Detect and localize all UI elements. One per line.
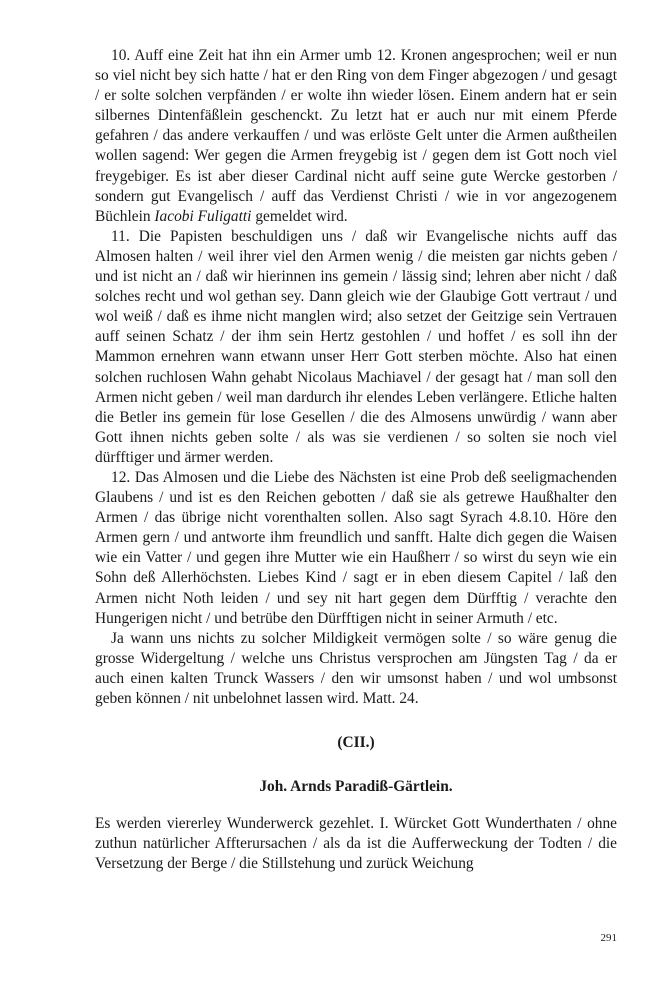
page-number: 291 xyxy=(600,932,617,944)
paragraph xyxy=(95,46,617,227)
chapter-title: Joh. Arnds Paradiß-Gärtlein. xyxy=(259,778,453,796)
page-body xyxy=(95,46,617,875)
text-run: gemeldet wird. xyxy=(251,207,348,225)
text-run: 12. Das Almosen und die Liebe des Nächsten ist eine Prob deß seeligmachenden Glaubens / und ist es den Reichen gebotten / daß sie als getrewe Haußhalter den Armen / das übrige nicht vorenthalten sollen. Also sagt Syrach 4.8.10. Höre den Armen gern / und antworte ihm freundlich und sanfft. Halte dich gegen die Waisen wie ein Vatter / und gegen ihre Mutter wie ein Haußherr / so wirst du seyn wie ein Sohn deß Allerhöchsten. Liebes Kind / sagt er in eben diesem Capitel / laß den Armen nicht Noth leiden / und sey nit hart gegen dem Dürfftig / verachte den Hungerigen nicht / und betrübe den Dürfftigen nicht in seiner Armuth / etc. xyxy=(95,468,617,627)
italic-text: Iacobi Fuligatti xyxy=(154,207,252,225)
paragraph xyxy=(95,629,617,709)
paragraph xyxy=(95,227,617,468)
text-run: 10. Auff eine Zeit hat ihn ein Armer umb 12. Kronen angesprochen; weil er nun so viel nicht bey sich hatte / hat er den Ring von dem Finger abgezogen / und gesagt / er solte solchen verpfänden / er wolte ihn wieder lösen. Einem andern hat er sein silbernes Dintenfäßlein geschenckt. Zu letzt hat er auch nur mit einem Pferde gefahren / das andere verkauffen / und was erlöste Gelt unter die Armen außtheilen wollen sagend: Wer gegen die Armen freygebig ist / gegen dem ist Gott noch viel freygebiger. Es ist aber dieser Cardinal nicht auff seine gute Wercke gestorben / sondern gut Evangelisch / auff das Verdienst Christi / wie in vor angezogenem Büchlein xyxy=(95,47,617,225)
closing-paragraph: Es werden viererley Wunderwerck gezehlet. I. Würcket Gott Wunderthaten / ohne zuthun natürlicher Affterursachen / als da ist die Aufferweckung der Todten / die Versetzung der Berge / die Stillstehung und zurück Weichung xyxy=(95,815,617,873)
body-paragraphs xyxy=(95,46,617,709)
text-run: Ja wann uns nichts zu solcher Mildigkeit vermögen solte / so wäre genug die grosse Widergeltung / welche uns Christus versprochen am Jüngsten Tag / da er auch einen kalten Trunck Wassers / den wir umsonst haben / und wol umbsonst geben können / nit unbelohnet lassen wird. Matt. 24. xyxy=(95,629,617,707)
chapter-number: (CII.) xyxy=(337,734,375,752)
paragraph xyxy=(95,468,617,629)
text-run: 11. Die Papisten beschuldigen uns / daß wir Evangelische nichts auff das Almosen halten / weil ihrer viel den Armen wenig / die meisten gar nichts geben / und ist nicht an / daß wir hierinnen ins gemein / lässig sind; lehren aber nicht / daß solches recht und wol gethan sey. Dann gleich wie der Glaubige Gott vertraut / und wol weiß / daß es ihme nicht manglen wird; also setzet der Geitzige sein Vertrauen auff seinen Schatz / der ihm sein Hertz gestohlen / und hoffet / es soll ihn der Mammon ernehren wann etwann unser Herr Gott sterben möchte. Also hat einen solchen ruchlosen Wahn gehabt Nicolaus Machiavel / der gesagt hat / man soll den Armen nicht geben / weil man dardurch ihr elendes Leben verlängere. Etliche halten die Betler ins gemein für lose Gesellen / die des Almosens unwürdig / wann aber Gott ihnen nichts geben solte / als was sie verdienen / so solten sie noch viel dürfftiger und ärmer werden. xyxy=(95,227,617,466)
